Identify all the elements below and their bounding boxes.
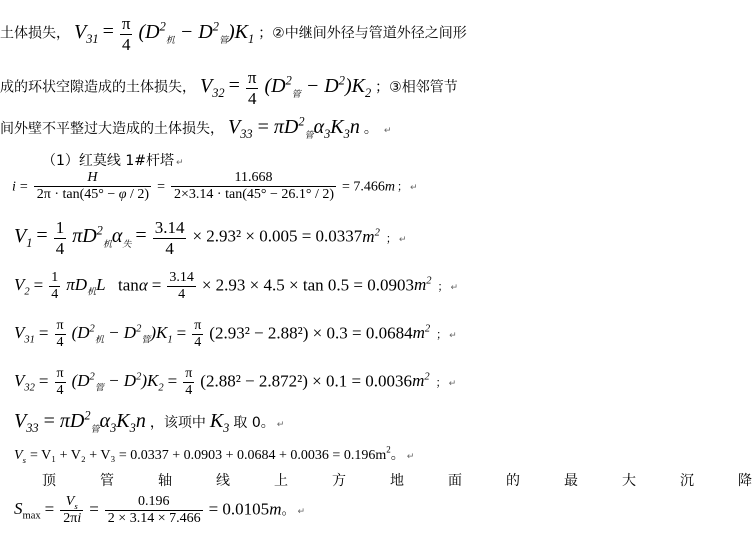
formula-v33-inline: $V_{33} = \pi D^2_管\alpha_3K_3n$: [228, 114, 360, 141]
intro-text-2: 成的环状空隙造成的土体损失，: [0, 79, 196, 96]
formula-v32-inline: $V_{32}$: [200, 74, 225, 100]
formula-v33: $V_{33} = \pi D^2_管\alpha_3K_3n$ ，该项中 $K_3$ 取 0。 ↵: [14, 408, 285, 435]
case-title: （1）红莫线 1#杆塔 ↵: [42, 153, 184, 169]
intro-line-2: 成的环状空隙造成的土体损失， $V_{32}$ = $\frac{\pi}{4}$ $(D^2_管 - D^2)K_2$ ；③相邻管节: [0, 68, 458, 108]
pi-over-4: $\frac{\pi}{4}$: [121, 14, 131, 54]
formula-v1: $V_1$ = $\frac{1}{4}$ $\pi D^2_机\alpha_失$ = $\frac{3.14}{4}$ × $2.93^2 \times 0.005 = 0.0337m^2$ ； ↵: [14, 218, 407, 258]
formula-vs: $V_s = V_1 + V_2 + V_3 = 0.0337 + 0.0903 + 0.0684 + 0.0036 = 0.196m^2$。 ↵: [14, 444, 415, 465]
intro-text-2b: ；③相邻管节: [375, 79, 458, 96]
formula-v31-inline: $V_{31}$: [74, 20, 99, 46]
settlement-heading: 顶 管 轴 线 上 方 地 面 的 最 大 沉 降: [42, 473, 752, 489]
formula-smax: $S_{max}$ = $\frac{V_s}{2\pi i}$ = $\frac{0.196}{2 \times 3.14 \times 7.466}$ = 0.0105m。 ↵: [14, 494, 306, 527]
intro-text-1b: ；②中继间外径与管道外径之间形: [258, 25, 467, 42]
formula-v31: $V_{31}$ = $\frac{\pi}{4}$ $(D^2_机 - D^2_管)K_1$ = $\frac{\pi}{4}$ $(2.93^2 - 2.88^2) \times 0.3 = 0.0684m^2$ ； ↵: [14, 318, 457, 351]
formula-v2: $V_2$ = $\frac{1}{4}$ $\pi D_机L$ tanα = $\frac{3.14}{4}$ × $2.93 \times 4.5 \times \tan 0.5 = 0.0903m^2$ ； ↵: [14, 270, 459, 303]
intro-text-3: 间外壁不平整过大造成的土体损失，: [0, 121, 224, 137]
formula-v32: $V_{32}$ = $\frac{\pi}{4}$ $(D^2_管 - D^2)K_2$ = $\frac{\pi}{4}$ $(2.88^2 - 2.872^2) \times 0.1 = 0.0036m^2$ ； ↵: [14, 366, 457, 399]
intro-text-1: 土体损失，: [0, 25, 70, 42]
intro-line-3: 间外壁不平整过大造成的土体损失， $V_{33} = \pi D^2_管\alpha_3K_3n$ 。 ↵: [0, 114, 392, 141]
formula-i: i = $\frac{H}{2\pi \cdot \tan(45^\circ - \varphi / 2)}$ = $\frac{11.668}{2\times 3.14 \cdot \tan(45^\circ - 26.1^\circ / 2)}$ = 7.466m ； ↵: [12, 170, 418, 203]
intro-text-3b: 。: [363, 121, 378, 137]
intro-line-1: 土体损失， $V_{31}$ = $\frac{\pi}{4}$ $(D^2_机 - D^2_管)K_1$ ；②中继间外径与管道外径之间形: [0, 14, 467, 54]
